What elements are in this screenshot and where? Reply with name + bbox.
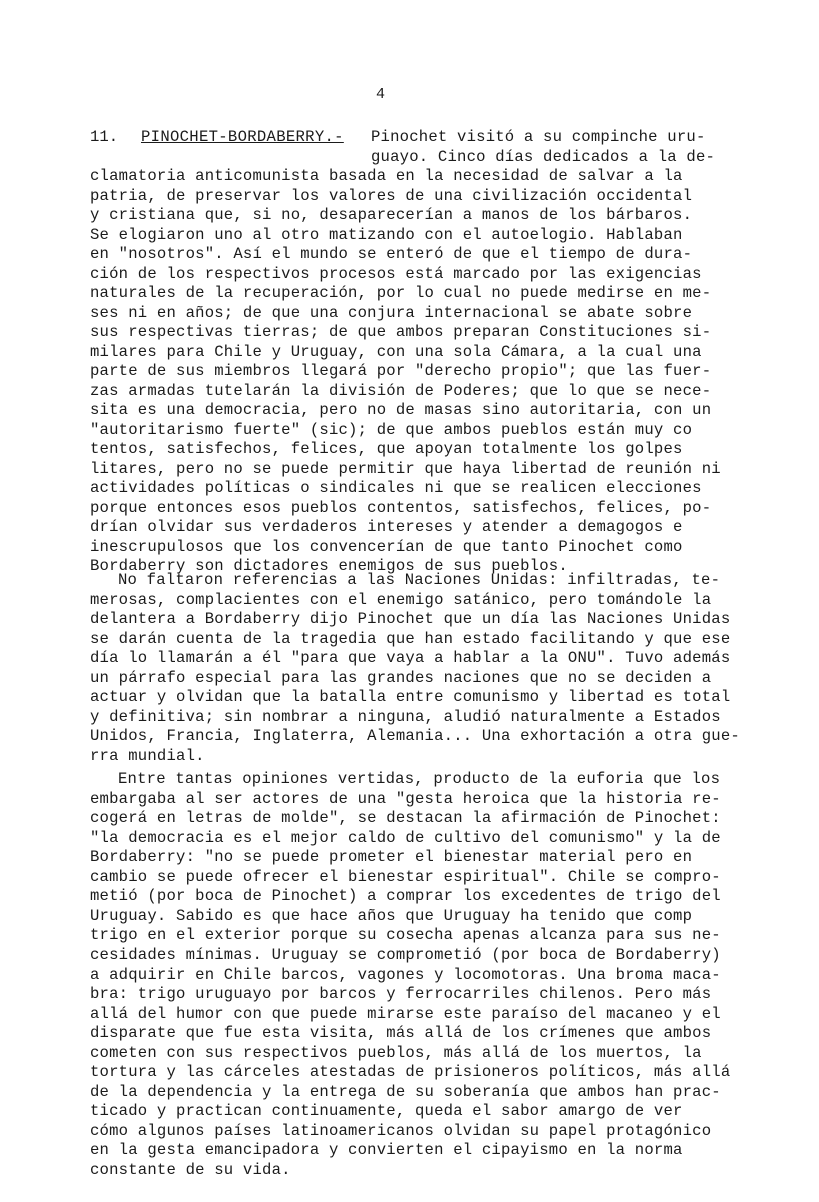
text-line: ses ni en años; de que una conjura internacional se abate sobre	[90, 303, 693, 322]
text-line: cometen con sus respectivos pueblos, más allá de los muertos, la	[90, 1043, 702, 1062]
text-line: de la dependencia y la entrega de su soberanía que ambos han prac-	[90, 1082, 721, 1101]
text-line: en la gesta emancipadora y convierten el cipayismo en la norma	[90, 1141, 683, 1160]
text-line: cambio se puede ofrecer el bienestar espiritual". Chile se compro-	[90, 867, 721, 886]
text-line: cómo algunos países latinoamericanos olvidan su papel protagónico	[90, 1121, 712, 1140]
text-line: Bordaberry: "no se puede prometer el bienestar material pero en	[90, 848, 693, 867]
text-line: Unidos, Francia, Inglaterra, Alemania... Una exhortación a otra gue-	[90, 727, 740, 745]
text-line: drían olvidar sus verdaderos intereses y atender a demagogos e	[90, 518, 683, 536]
text-line: inescrupulosos que los convencerían de que tanto Pinochet como	[90, 537, 683, 556]
text-line: sita es una democracia, pero no de masas sino autoritaria, con un	[90, 401, 712, 419]
text-line: merosas, complacientes con el enemigo satánico, pero tomándole la	[90, 590, 712, 609]
text-line: bra: trigo uruguayo por barcos y ferrocarriles chilenos. Pero más	[90, 985, 712, 1004]
text-line: Pinochet visitó a su compinche uru-	[371, 128, 706, 146]
text-line: Entre tantas opiniones vertidas, producto de la euforia que los	[118, 770, 721, 788]
text-line: un párrafo especial para las grandes naciones que no se deciden a	[90, 668, 712, 687]
text-line: actuar y olvidan que la batalla entre comunismo y libertad es total	[90, 688, 731, 706]
text-line: metió (por boca de Pinochet) a comprar los excedentes de trigo del	[90, 887, 721, 906]
text-line: parte de sus miembros llegará por "derecho propio"; que las fuer-	[90, 362, 712, 380]
text-line: disparate que fue esta visita, más allá de los crímenes que ambos	[90, 1024, 712, 1043]
text-line: a adquirir en Chile barcos, vagones y locomotoras. Una broma maca-	[90, 965, 721, 984]
text-line: "autoritarismo fuerte" (sic); de que ambos pueblos están muy co	[90, 420, 693, 439]
text-line: milares para Chile y Uruguay, con una sola Cámara, a la cual una	[90, 342, 702, 361]
text-line: litares, pero no se puede permitir que haya libertad de reunión ni	[90, 459, 721, 478]
text-line: trigo en el exterior porque su cosecha apenas alcanza para sus ne-	[90, 926, 721, 945]
text-line: Uruguay. Sabido es que hace años que Uruguay ha tenido que comp	[90, 906, 693, 925]
text-line: ción de los respectivos procesos está marcado por las exigencias	[90, 264, 702, 283]
text-line: Se elogiaron uno al otro matizando con el autoelogio. Hablaban	[90, 225, 683, 244]
text-line: Bordaberry son dictadores enemigos de sus pueblos.	[90, 557, 568, 575]
text-line: rra mundial.	[90, 746, 205, 765]
text-line: ticado y practican continuamente, queda el sabor amargo de ver	[90, 1102, 683, 1121]
text-line: zas armadas tutelarán la división de Poderes; que lo que se nece-	[90, 381, 712, 400]
text-line: cesidades mínimas. Uruguay se comprometió (por boca de Bordaberry)	[90, 945, 721, 964]
text-line: No faltaron referencias a las Naciones Unidas: infiltradas, te-	[118, 571, 721, 589]
text-line: guayo. Cinco días dedicados a la de-	[371, 147, 716, 166]
text-line: delantera a Bordaberry dijo Pinochet que un día las Naciones Unidas	[90, 610, 731, 628]
text-line: tortura y las cárceles atestadas de prisioneros políticos, más allá	[90, 1063, 731, 1082]
text-line: y cristiana que, si no, desaparecerían a manos de los bárbaros.	[90, 206, 693, 224]
text-line: día lo llamarán a él "para que vaya a hablar a la ONU". Tuvo además	[90, 649, 731, 667]
section-number: 11.	[90, 128, 119, 146]
section-title: PINOCHET-BORDABERRY.-	[141, 128, 344, 146]
text-line: allá del humor con que puede mirarse este paraíso del macaneo y el	[90, 1004, 721, 1023]
text-line: sus respectivas tierras; de que ambos preparan Constituciones si-	[90, 323, 712, 341]
text-line: en "nosotros". Así el mundo se enteró de que el tiempo de dura-	[90, 245, 693, 263]
text-line: constante de su vida.	[90, 1161, 291, 1179]
text-line: porque entonces esos pueblos contentos, satisfechos, felices, po-	[90, 498, 712, 517]
text-line: actividades políticas o sindicales ni que se realicen elecciones	[90, 479, 702, 497]
text-line: cogerá en letras de molde", se destacan la afirmación de Pinochet:	[90, 809, 721, 828]
text-line: tentos, satisfechos, felices, que apoyan totalmente los golpes	[90, 440, 683, 458]
page-number: 4	[376, 86, 386, 103]
text-line: patria, de preservar los valores de una civilización occidental	[90, 186, 693, 205]
text-line: embargaba al ser actores de una "gesta heroica que la historia re-	[90, 789, 721, 808]
text-line: y definitiva; sin nombrar a ninguna, aludió naturalmente a Estados	[90, 707, 721, 726]
text-line: "la democracia es el mejor caldo de cultivo del comunismo" y la de	[90, 828, 721, 847]
text-line: naturales de la recuperación, por lo cual no puede medirse en me-	[90, 284, 712, 302]
text-line: se darán cuenta de la tragedia que han estado facilitando y que ese	[90, 629, 731, 648]
text-line: clamatoria anticomunista basada en la necesidad de salvar a la	[90, 167, 683, 185]
